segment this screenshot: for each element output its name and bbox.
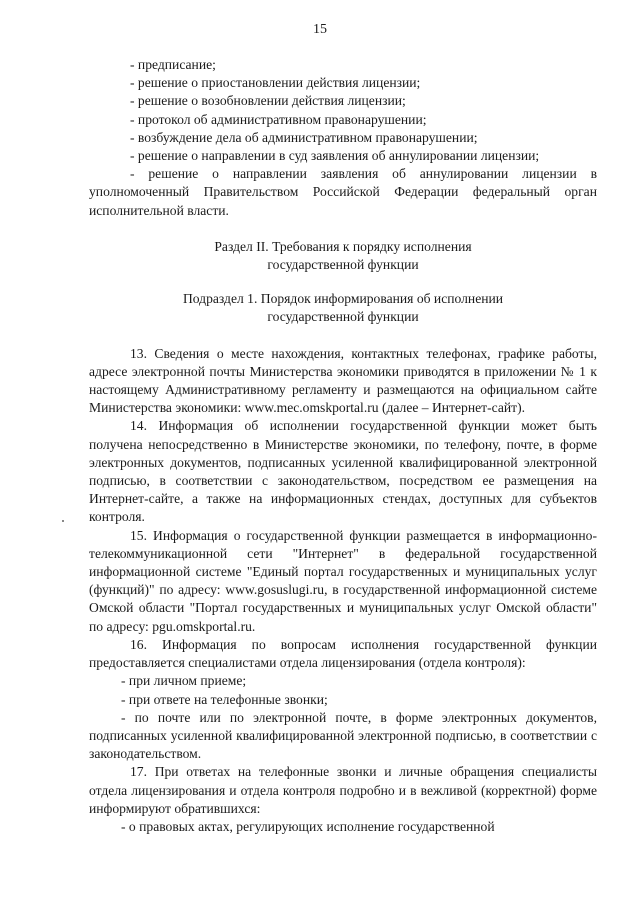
list-item: - при ответе на телефонные звонки; (121, 691, 328, 707)
scan-speck (62, 520, 64, 522)
list-item: - решение о возобновлении действия лицензии; (130, 93, 406, 109)
section-heading-line2: государственной функции (267, 257, 419, 273)
list-item: - решение о направлении в суд заявления об аннулировании лицензии; (130, 148, 540, 164)
paragraph-16: 16. Информация по вопросам исполнения государственной функции предоставляется специалистами отдела лицензирования (отдела контроля): (89, 636, 597, 671)
subsection-heading-line2: государственной функции (267, 309, 419, 325)
list-item: - при личном приеме; (121, 673, 247, 689)
list-item: - решение о направлении заявления об аннулировании лицензии в уполномоченный Правительством Российской Федерации федеральный орган исполнительной власти. (89, 166, 597, 218)
list-item: - о правовых актах, регулирующих исполнение государственной (121, 818, 495, 834)
subsection-heading-line1: Подраздел 1. Порядок информирования об исполнении (182, 291, 504, 307)
paragraph-13: 13. Сведения о месте нахождения, контактных телефонах, графике работы, адресе электронной почты Министерства экономики приводятся в приложении № 1 к настоящему Административному регламенту и размещаются на официальном сайте Министерства экономики: www.mec.omskportal.ru (далее – Интернет-сайт). (89, 345, 597, 416)
list-item: - по почте или по электронной почте, в форме электронных документов, подписанных усиленной квалифицированной электронной подписью, в соответствии с законодательством. (89, 709, 597, 762)
paragraph-14: 14. Информация об исполнении государственной функции может быть получена непосредственно в Министерстве экономики, по телефону, почте, в форме электронных документов, подписанных усиленной квалифицированной электронной подписью, в соответствии с законодательством, посредством ее размещения на Интернет-сайте, а также на информационных стендах, доступных для субъектов контроля. (89, 418, 597, 525)
list-item: - решение о приостановлении действия лицензии; (130, 75, 421, 91)
document-body (89, 56, 597, 836)
list-item: - возбуждение дела об административном правонарушении; (130, 129, 478, 145)
paragraph-17: 17. При ответах на телефонные звонки и личные обращения специалисты отдела лицензирования и отдела контроля подробно и в вежливой (корректной) форме информируют обратившихся: (89, 764, 597, 816)
section-heading-line1: Раздел II. Требования к порядку исполнения (214, 238, 472, 254)
page-number: 15 (313, 22, 327, 37)
paragraph-15: 15. Информация о государственной функции размещается в информационно-телекоммуникационной сети "Интернет" в федеральной государственной информационной системе "Единый портал государственных и муниципальных услуг (функций)" по адресу: www.gosuslugi.ru, в государственной информационной системе Омской области "Портал государственных и муниципальных услуг Омской области" по адресу: pgu.omskportal.ru. (89, 527, 597, 634)
list-item: - протокол об административном правонарушении; (130, 111, 427, 127)
list-item: - предписание; (130, 57, 216, 72)
